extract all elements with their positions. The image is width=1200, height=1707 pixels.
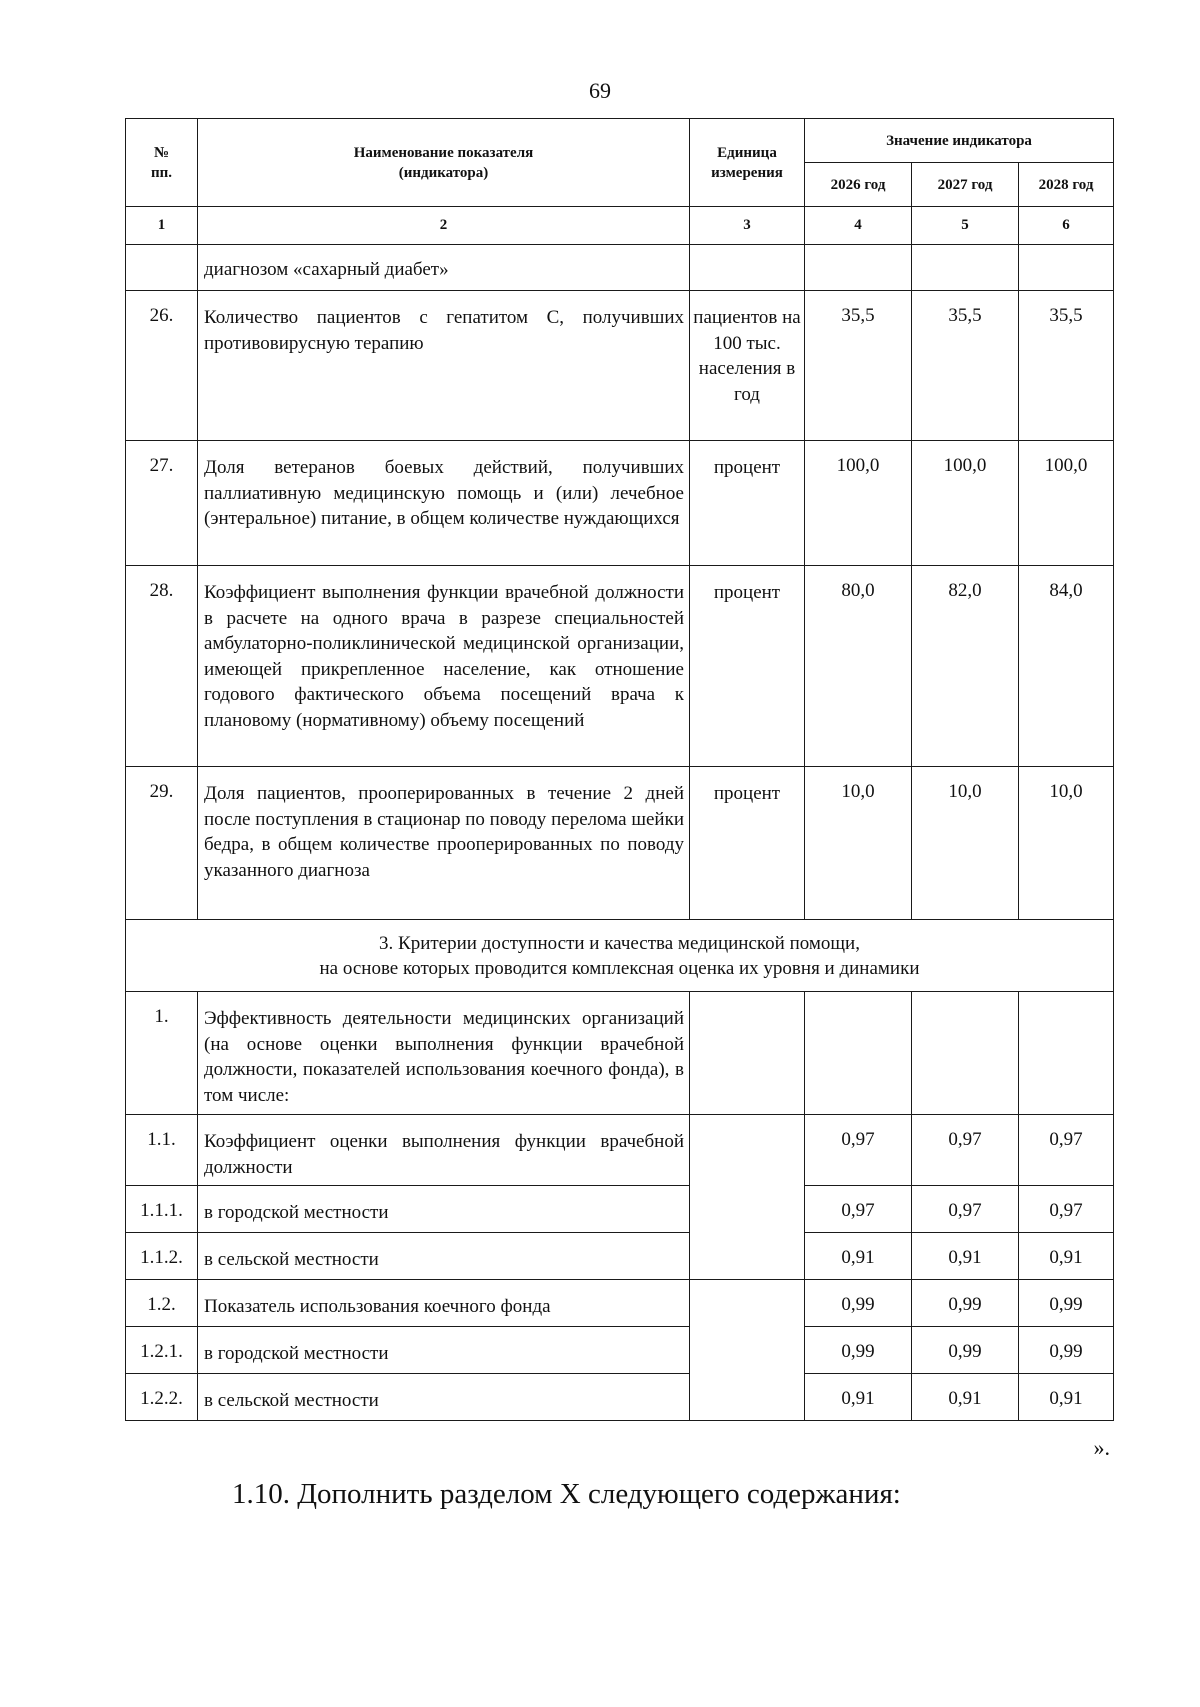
indicator-name: в городской местности <box>198 1186 690 1233</box>
table-row <box>126 245 1114 291</box>
value-2028: 0,97 <box>1019 1186 1114 1233</box>
value-2028: 0,99 <box>1019 1327 1114 1374</box>
value-2026: 35,5 <box>805 291 912 441</box>
indicator-name: Коэффициент выполнения функции врачебной должности в расчете на одного врача в разрезе специальностей амбулаторно-поликлинической медицинской организации, имеющей прикрепленное население, как отношение годового фактического объема посещений врача к плановому (нормативному) объему посещений <box>198 566 690 767</box>
header-number: № пп. <box>126 119 198 207</box>
row-number: 29. <box>126 767 198 920</box>
indicator-name: в сельской местности <box>198 1374 690 1421</box>
value-2028: 0,91 <box>1019 1233 1114 1280</box>
value-2026: 0,91 <box>805 1233 912 1280</box>
row-number: 1. <box>126 992 198 1115</box>
indicator-name: Доля пациентов, прооперированных в течение 2 дней после поступления в стационар по поводу перелома шейки бедра, в общем количестве прооперированных по поводу указанного диагноза <box>198 767 690 920</box>
row-number: 1.1.2. <box>126 1233 198 1280</box>
indicator-name: Эффективность деятельности медицинских организаций (на основе оценки выполнения функции врачебной должности, показателей использования коечного фонда), в том числе: <box>198 992 690 1115</box>
value-2028: 35,5 <box>1019 291 1114 441</box>
indicator-name: Доля ветеранов боевых действий, получивших паллиативную медицинскую помощь и (или) лечебное (энтеральное) питание, в общем количестве нуждающихся <box>198 441 690 566</box>
unit: пациентов на 100 тыс. населения в год <box>690 291 805 441</box>
row-number: 1.2.2. <box>126 1374 198 1421</box>
value-2028: 0,99 <box>1019 1280 1114 1327</box>
value-2026: 80,0 <box>805 566 912 767</box>
value-2027: 0,91 <box>912 1374 1019 1421</box>
indicator-table <box>125 118 1114 1421</box>
column-index-row <box>126 207 1114 245</box>
table-row <box>126 291 1114 441</box>
table-row <box>126 1233 1114 1280</box>
value-2026: 0,97 <box>805 1115 912 1186</box>
value-2027: 0,91 <box>912 1233 1019 1280</box>
table-row <box>126 566 1114 767</box>
table-row <box>126 1186 1114 1233</box>
value-2027: 100,0 <box>912 441 1019 566</box>
value-2027: 10,0 <box>912 767 1019 920</box>
column-index: 1 <box>126 207 198 245</box>
header-indicator-value: Значение индикатора <box>805 119 1114 163</box>
value-2027 <box>912 992 1019 1115</box>
unit <box>690 1280 805 1421</box>
header-indicator-name: Наименование показателя (индикатора) <box>198 119 690 207</box>
value-2027: 0,97 <box>912 1186 1019 1233</box>
column-index: 5 <box>912 207 1019 245</box>
value-2026 <box>805 992 912 1115</box>
unit: процент <box>690 767 805 920</box>
column-index: 4 <box>805 207 912 245</box>
row-number: 1.1.1. <box>126 1186 198 1233</box>
row-number: 1.2. <box>126 1280 198 1327</box>
value-2027: 82,0 <box>912 566 1019 767</box>
unit <box>690 245 805 291</box>
value-2028: 10,0 <box>1019 767 1114 920</box>
indicator-name: Показатель использования коечного фонда <box>198 1280 690 1327</box>
unit <box>690 1115 805 1280</box>
table-row <box>126 1374 1114 1421</box>
page-number: 69 <box>589 78 611 103</box>
value-2026: 0,99 <box>805 1327 912 1374</box>
value-2028: 0,91 <box>1019 1374 1114 1421</box>
value-2028: 84,0 <box>1019 566 1114 767</box>
column-index: 6 <box>1019 207 1114 245</box>
value-2028: 0,97 <box>1019 1115 1114 1186</box>
indicator-name: в городской местности <box>198 1327 690 1374</box>
table-row <box>126 441 1114 566</box>
column-index: 2 <box>198 207 690 245</box>
table-row <box>126 767 1114 920</box>
row-number: 1.2.1. <box>126 1327 198 1374</box>
value-2026: 10,0 <box>805 767 912 920</box>
indicator-name: диагнозом «сахарный диабет» <box>198 245 690 291</box>
amendment-paragraph: 1.10. Дополнить разделом X следующего содержания: <box>232 1478 901 1510</box>
column-index: 3 <box>690 207 805 245</box>
value-2027: 0,99 <box>912 1280 1019 1327</box>
closing-quote: ». <box>1093 1435 1110 1460</box>
value-2027 <box>912 245 1019 291</box>
table-row <box>126 1327 1114 1374</box>
header-year-2026: 2026 год <box>805 163 912 207</box>
value-2028 <box>1019 245 1114 291</box>
header-unit: Единица измерения <box>690 119 805 207</box>
indicator-name: в сельской местности <box>198 1233 690 1280</box>
table-row <box>126 992 1114 1115</box>
value-2028 <box>1019 992 1114 1115</box>
table-row <box>126 1280 1114 1327</box>
row-number <box>126 245 198 291</box>
value-2027: 35,5 <box>912 291 1019 441</box>
unit <box>690 992 805 1115</box>
unit: процент <box>690 566 805 767</box>
value-2026: 100,0 <box>805 441 912 566</box>
section-heading-row <box>126 920 1114 992</box>
header-year-2028: 2028 год <box>1019 163 1114 207</box>
value-2026: 0,91 <box>805 1374 912 1421</box>
header-year-2027: 2027 год <box>912 163 1019 207</box>
value-2027: 0,99 <box>912 1327 1019 1374</box>
row-number: 26. <box>126 291 198 441</box>
row-number: 27. <box>126 441 198 566</box>
value-2028: 100,0 <box>1019 441 1114 566</box>
value-2026 <box>805 245 912 291</box>
table-row <box>126 1115 1114 1186</box>
indicator-name: Количество пациентов с гепатитом С, получивших противовирусную терапию <box>198 291 690 441</box>
value-2026: 0,99 <box>805 1280 912 1327</box>
value-2026: 0,97 <box>805 1186 912 1233</box>
value-2027: 0,97 <box>912 1115 1019 1186</box>
row-number: 1.1. <box>126 1115 198 1186</box>
indicator-name: Коэффициент оценки выполнения функции врачебной должности <box>198 1115 690 1186</box>
unit: процент <box>690 441 805 566</box>
section-heading: 3. Критерии доступности и качества медицинской помощи, на основе которых проводится комплексная оценка их уровня и динамики <box>126 920 1114 992</box>
row-number: 28. <box>126 566 198 767</box>
